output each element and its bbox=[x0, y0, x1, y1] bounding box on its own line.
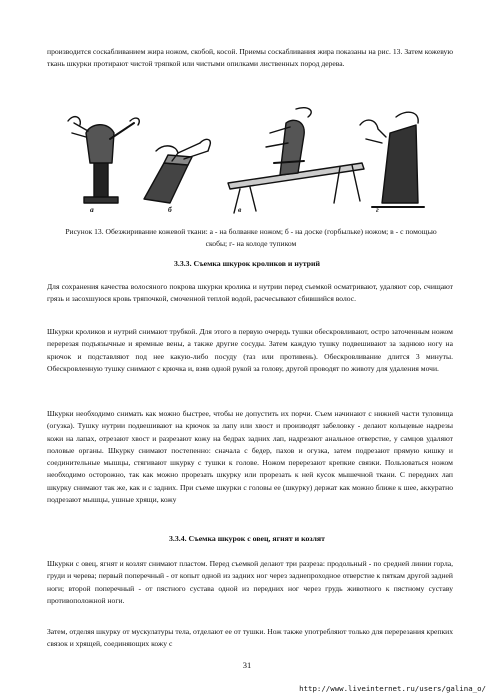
paragraph-333-3: Шкурки необходимо снимать как можно быстрее, чтобы не допустить их порчи. Съем начинают с нижней части туловища (огузка). Тушку нутрии подвешивают на крючок за лапу или хвост и производят забеловку - делают кольцевые надрезы кожи на лапах, отрезают хвост и разрезают кожу на бедрах задних лап, надрезают анальное отверстие, у самцов удаляют половые органы. Шкурку снимают постепенно: сначала с бедер, пахов и огузка, затем подрезают прямую кишку и соединительные мышцы, стягивают шкурку с тушки к голове. Ножом перерезают крепкие связки. Пользоваться ножом необходимо осторожно, так как можно прорезать шкурку или прорезать к ней кусок мышечной ткани. С передних лап шкурку снимают так же, как и с задних. При съеме шкурки с головы ее (шкурку) держат как можно ближе к шее, аккуратно подрезают мышцы, ушные хрящи, кожу bbox=[47, 409, 453, 505]
figure-13-illustration bbox=[60, 103, 442, 223]
drawing-a-block-knife bbox=[68, 117, 139, 203]
section-heading-333: 3.3.3. Съемка шкурок кроликов и нутрий bbox=[173, 259, 321, 268]
figure-caption: Рисунок 13. Обезжиривание кожевой ткани: а - на болванке ножом; б - на доске (горбыльке) ножом; в - с помощью скобы; г- на колоде тупиком bbox=[65, 227, 437, 248]
figure-label-b: б bbox=[168, 205, 172, 214]
figure-label-a: а bbox=[90, 205, 94, 214]
section-heading-334: 3.3.4. Съемка шкурок с овец, ягнят и козлят bbox=[169, 534, 325, 543]
figure-label-g: г bbox=[376, 205, 379, 214]
drawing-b-board-knife bbox=[144, 139, 210, 203]
source-url[interactable]: http://www.liveinternet.ru/users/galina_o/ bbox=[299, 684, 486, 693]
paragraph-334-2: Затем, отделяя шкурку от мускулатуры тела, отделают ее от тушки. Нож также употребляют только для перерезания крепких связок и хрящей, соединяющих кожу с bbox=[47, 627, 453, 649]
paragraph-334-1: Шкурки с овец, ягнят и козлят снимают пластом. Перед съемкой делают три разреза: продольный - по средней линии горла, груди и черева; первый поперечный - от копыт одной из задних ног через заднепроходное отверстие к пяткам другой задней ноги; второй поперечный - от пястного сустава одной из передних ног через грудь животного к пястному суставу противоположной ноги. bbox=[47, 559, 453, 605]
drawing-v-bench-scraper bbox=[228, 108, 364, 213]
page-number: 31 bbox=[242, 660, 252, 670]
paragraph-333-1: Для сохранения качества волосяного покрова шкурки кролика и нутрии перед съемкой осматривают, удаляют сор, счищают грязь и засохшуюся кровь тряпочкой, смоченной теплой водой, расчесывают сбившийся волос. bbox=[47, 282, 453, 304]
intro-paragraph: производится соскабливанием жира ножом, скобой, косой. Приемы соскабливания жира показаны на рис. 13. Затем кожевую ткань шкурки протирают чистой тряпкой или чистыми опилками лиственных пород дерева. bbox=[47, 47, 453, 69]
paragraph-333-2: Шкурки кроликов и нутрий снимают трубкой. Для этого в первую очередь тушки обескровливают, остро заточенным ножом перерезая подъязычные и яремные вены, а также другие сосуды. Затем каждую тушку подвешивают за заднюю ногу на крючок и подставляют под нее какую-либо посуду (таз или противень). Обескровливание длится 3 минуты. Обескровленную тушку снимают с крючка и, взяв одной рукой за голову, другой проводят по животу для удаления мочи. bbox=[47, 327, 453, 373]
figure-label-v: в bbox=[238, 205, 242, 214]
defleshing-drawings bbox=[60, 103, 442, 223]
drawing-g-stump-tool bbox=[360, 112, 424, 207]
